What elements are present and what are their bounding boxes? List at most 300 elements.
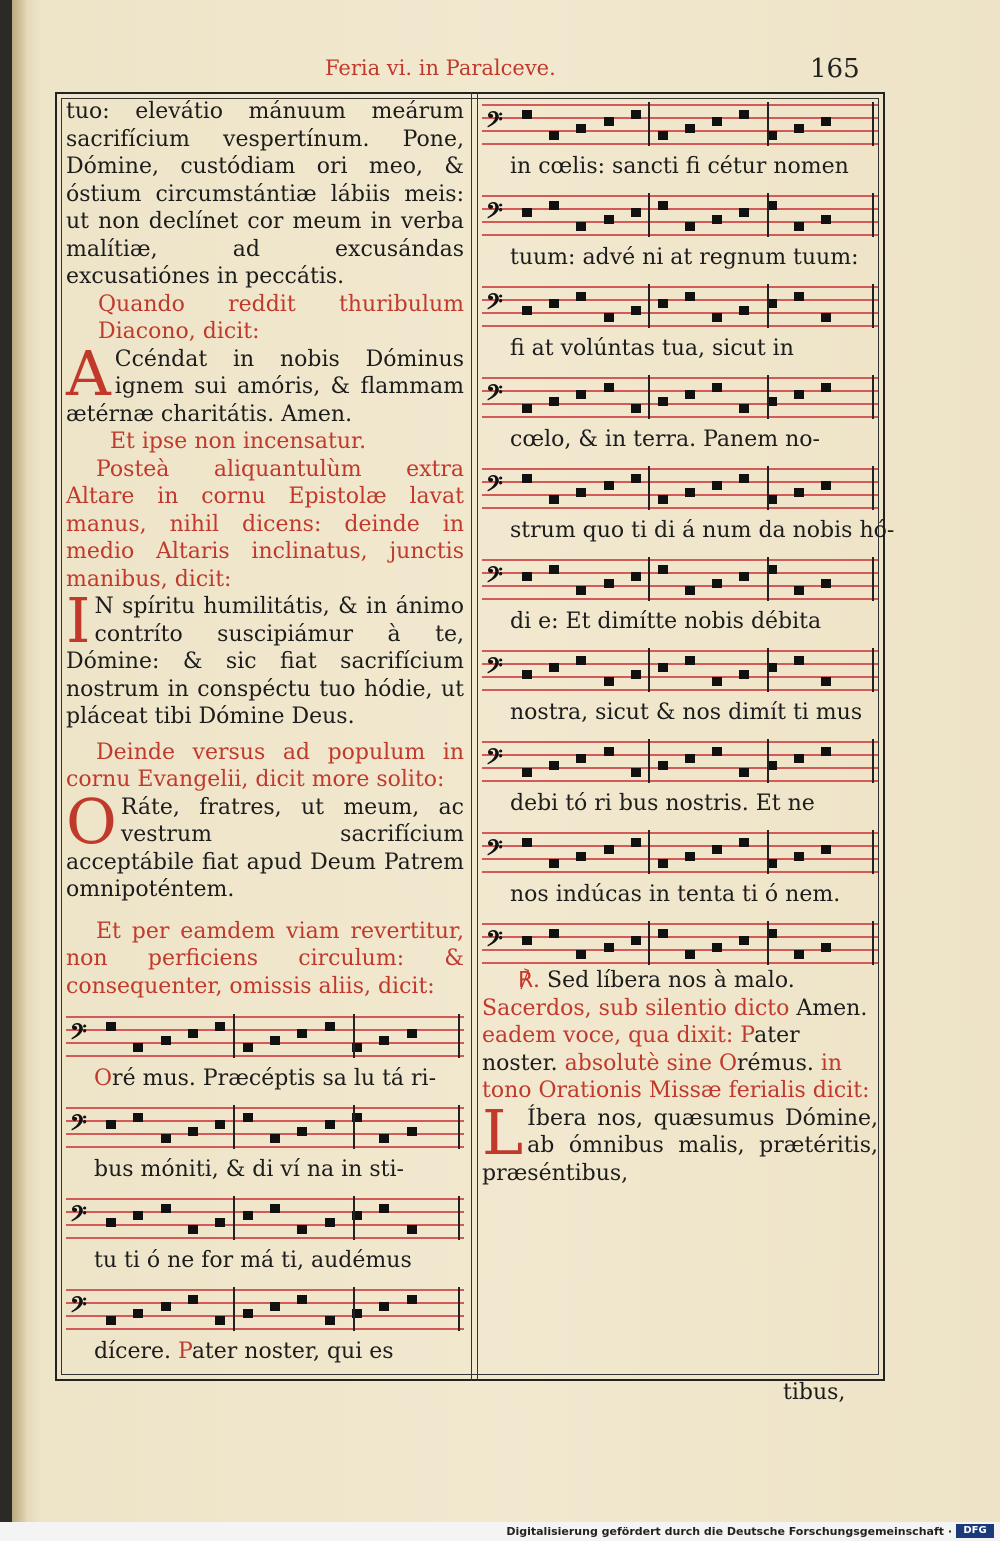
drop-capital: L — [482, 1095, 524, 1169]
staff-line — [66, 1042, 464, 1044]
neume-note — [658, 565, 668, 574]
neume-note — [794, 222, 804, 231]
neume-note — [549, 201, 559, 210]
staff-line — [482, 559, 878, 561]
neume-note — [133, 1211, 143, 1220]
neume-note — [106, 1316, 116, 1325]
neume-note — [522, 208, 532, 217]
neume-note — [739, 110, 749, 119]
rubric: Et ipse non incensatur. — [110, 429, 367, 454]
neume-note — [658, 397, 668, 406]
clef-icon: 𝄢 — [486, 472, 503, 502]
clef-icon: 𝄢 — [70, 1020, 87, 1050]
clef-icon: 𝄢 — [70, 1202, 87, 1232]
staff-line — [66, 1328, 464, 1330]
neume-note — [739, 838, 749, 847]
red-initial: P — [740, 1023, 755, 1048]
neume-note — [576, 586, 586, 595]
neume-note — [685, 852, 695, 861]
neume-note — [576, 754, 586, 763]
neume-note — [604, 943, 614, 952]
neume-note — [821, 747, 831, 756]
page-gutter — [12, 0, 26, 1522]
bar-line — [872, 739, 874, 783]
neume-note — [215, 1316, 225, 1325]
neume-note — [739, 208, 749, 217]
response-text: Sed líbera nos à malo. — [547, 968, 795, 993]
neume-note — [522, 306, 532, 315]
neume-note — [604, 313, 614, 322]
right-column — [482, 98, 895, 1187]
neume-note — [821, 215, 831, 224]
neume-note — [794, 656, 804, 665]
neume-note — [549, 761, 559, 770]
neume-note — [407, 1225, 417, 1234]
chant-lyric: debi tó ri bus nostris. Et ne — [510, 791, 815, 816]
chant-lyric: nostra, sicut & nos dimít ti mus — [510, 700, 863, 725]
neume-note — [631, 474, 641, 483]
staff-line — [482, 871, 878, 873]
neume-note — [712, 845, 722, 854]
bar-line — [872, 193, 874, 237]
staff-line — [482, 416, 878, 418]
staff-line — [66, 1302, 464, 1304]
column-divider — [471, 92, 478, 1381]
chant-staff — [66, 1196, 464, 1242]
response-sign: ℟. — [518, 968, 541, 993]
neume-note — [243, 1113, 253, 1122]
chant-lyric: tuum: advé ni at regnum tuum: — [510, 245, 859, 270]
neume-note — [243, 1309, 253, 1318]
neume-note — [631, 404, 641, 413]
prayer-in-spiritu — [66, 584, 464, 731]
staff-line — [482, 481, 878, 483]
bar-line — [872, 830, 874, 874]
neume-note — [712, 383, 722, 392]
lyric-text: ater noster, qui es — [191, 1339, 394, 1364]
bar-line — [767, 102, 769, 146]
neume-note — [215, 1218, 225, 1227]
neume-note — [658, 859, 668, 868]
bar-line — [767, 466, 769, 510]
neume-note — [379, 1134, 389, 1143]
bar-line — [648, 739, 650, 783]
staff-line — [482, 390, 878, 392]
neume-note — [379, 1204, 389, 1213]
neume-note — [712, 313, 722, 322]
rubric: in tono Orationis Missæ ferialis dicit: — [482, 1050, 870, 1103]
staff-line — [482, 754, 878, 756]
rubric: Quando reddit thuribulum Diacono, dicit: — [98, 291, 464, 344]
running-title: Feria vi. in Paralceve. — [325, 56, 556, 80]
chant-lyric: di e: Et dimítte nobis débita — [510, 609, 822, 634]
staff-line — [482, 377, 878, 379]
neume-note — [658, 929, 668, 938]
rubric: Sacerdos, sub silentio dicto — [482, 995, 790, 1021]
neume-note — [215, 1120, 225, 1129]
chant-lyric — [94, 1066, 464, 1091]
clef-icon: 𝄢 — [486, 563, 503, 593]
staff-line — [66, 1237, 464, 1239]
staff-line — [66, 1016, 464, 1018]
neume-note — [821, 117, 831, 126]
prayer-text: Ccéndat in nobis Dóminus ignem sui amóris, & flammam ætérnæ charitátis. Amen. — [66, 346, 464, 427]
bar-line — [767, 921, 769, 965]
neume-note — [215, 1022, 225, 1031]
staff-line — [66, 1315, 464, 1317]
red-initial: O — [718, 1050, 738, 1076]
chant-staff — [66, 1287, 464, 1333]
neume-note — [407, 1127, 417, 1136]
staff-line — [482, 741, 878, 743]
neume-note — [712, 747, 722, 756]
neume-note — [631, 208, 641, 217]
staff-line — [482, 676, 878, 678]
neume-note — [712, 677, 722, 686]
bar-line — [648, 466, 650, 510]
staff-line — [66, 1107, 464, 1109]
bar-line — [353, 1287, 355, 1331]
neume-note — [739, 768, 749, 777]
neume-note — [133, 1113, 143, 1122]
chant-staff — [66, 1105, 464, 1151]
neume-note — [794, 586, 804, 595]
staff-line — [482, 572, 878, 574]
chant-staff — [482, 102, 878, 148]
bar-line — [767, 739, 769, 783]
neume-note — [270, 1302, 280, 1311]
neume-note — [188, 1225, 198, 1234]
staff-line — [482, 286, 878, 288]
bar-line — [458, 1196, 460, 1240]
bar-line — [767, 830, 769, 874]
lyric-text: dícere. — [94, 1339, 178, 1364]
neume-note — [604, 481, 614, 490]
neume-note — [604, 747, 614, 756]
footer-credit: Digitalisierung gefördert durch die Deutsche Forschungsgemeinschaft · — [506, 1525, 952, 1538]
clef-icon: 𝄢 — [486, 108, 503, 138]
bar-line — [767, 557, 769, 601]
neume-note — [739, 936, 749, 945]
staff-line — [66, 1224, 464, 1226]
rubric: absolutè sine — [564, 1050, 712, 1076]
staff-line — [482, 780, 878, 782]
neume-note — [604, 383, 614, 392]
neume-note — [631, 110, 641, 119]
bar-line — [233, 1287, 235, 1331]
staff-line — [66, 1289, 464, 1291]
neume-note — [821, 383, 831, 392]
chant-lyric — [94, 1339, 464, 1364]
neume-note — [604, 677, 614, 686]
neume-note — [549, 131, 559, 140]
staff-line — [482, 299, 878, 301]
lyric-red-initial: O — [94, 1066, 113, 1091]
staff-line — [482, 195, 878, 197]
bar-line — [767, 375, 769, 419]
clef-icon: 𝄢 — [70, 1293, 87, 1323]
neume-note — [522, 404, 532, 413]
neume-note — [794, 124, 804, 133]
rubric-quote: rémus. — [737, 1050, 814, 1076]
neume-note — [522, 110, 532, 119]
bar-line — [648, 375, 650, 419]
chant-lyric: tu ti ó ne for má ti, audémus — [94, 1248, 412, 1273]
clef-icon: 𝄢 — [486, 654, 503, 684]
chant-staff — [482, 193, 878, 239]
neume-note — [631, 306, 641, 315]
clef-icon: 𝄢 — [70, 1111, 87, 1141]
staff-line — [482, 936, 878, 938]
neume-note — [161, 1302, 171, 1311]
neume-note — [576, 222, 586, 231]
neume-note — [297, 1127, 307, 1136]
bar-line — [872, 284, 874, 328]
neume-note — [739, 306, 749, 315]
bar-line — [353, 1196, 355, 1240]
neume-note — [549, 565, 559, 574]
rubric-quote: ater noster. — [482, 1023, 800, 1076]
neume-note — [794, 390, 804, 399]
staff-line — [482, 507, 878, 509]
bar-line — [458, 1014, 460, 1058]
bar-line — [872, 375, 874, 419]
staff-line — [482, 767, 878, 769]
page-number: 165 — [810, 54, 860, 84]
clef-icon: 𝄢 — [486, 927, 503, 957]
neume-note — [549, 929, 559, 938]
neume-note — [631, 838, 641, 847]
neume-note — [297, 1029, 307, 1038]
bar-line — [872, 102, 874, 146]
neume-note — [658, 663, 668, 672]
neume-note — [161, 1036, 171, 1045]
chant-lyric: fi at volúntas tua, sicut in — [510, 336, 794, 361]
neume-note — [325, 1218, 335, 1227]
bar-line — [872, 648, 874, 692]
neume-note — [133, 1309, 143, 1318]
prayer-orate-fratres — [66, 784, 464, 904]
clef-icon: 𝄢 — [486, 290, 503, 320]
neume-note — [133, 1043, 143, 1052]
neume-note — [821, 677, 831, 686]
staff-line — [482, 949, 878, 951]
neume-note — [631, 768, 641, 777]
neume-note — [658, 761, 668, 770]
bar-line — [767, 193, 769, 237]
neume-note — [794, 852, 804, 861]
staff-line — [482, 650, 878, 652]
lyric-text: ré mus. Præcéptis sa lu tá ri- — [112, 1066, 436, 1091]
bar-line — [648, 102, 650, 146]
neume-note — [821, 943, 831, 952]
neume-note — [685, 950, 695, 959]
staff-line — [482, 585, 878, 587]
neume-note — [685, 586, 695, 595]
staff-line — [482, 689, 878, 691]
clef-icon: 𝄢 — [486, 836, 503, 866]
neume-note — [243, 1043, 253, 1052]
neume-note — [106, 1022, 116, 1031]
neume-note — [522, 936, 532, 945]
neume-note — [658, 201, 668, 210]
neume-note — [685, 754, 695, 763]
neume-note — [522, 768, 532, 777]
staff-line — [66, 1211, 464, 1213]
neume-note — [739, 474, 749, 483]
neume-note — [325, 1316, 335, 1325]
neume-note — [576, 124, 586, 133]
neume-note — [821, 481, 831, 490]
neume-note — [712, 117, 722, 126]
chant-staff — [482, 557, 878, 603]
neume-note — [576, 292, 586, 301]
prayer-text: N spíritu humilitátis, & in ánimo contríto suscipiámur à te, Dómine: & sic fiat sacrifícium nostrum in conspéctu tuo hódie, ut pláceat tibi Dómine Deus. — [66, 594, 464, 729]
neume-note — [794, 754, 804, 763]
staff-line — [66, 1120, 464, 1122]
staff-line — [482, 468, 878, 470]
neume-note — [576, 656, 586, 665]
bar-line — [872, 466, 874, 510]
chant-staff — [482, 284, 878, 330]
lyric-red-initial: P — [177, 1339, 192, 1364]
neume-note — [379, 1036, 389, 1045]
neume-note — [549, 663, 559, 672]
neume-note — [297, 1295, 307, 1304]
neume-note — [685, 124, 695, 133]
bar-line — [872, 921, 874, 965]
neume-note — [712, 943, 722, 952]
neume-note — [549, 397, 559, 406]
staff-line — [66, 1198, 464, 1200]
response — [518, 967, 878, 995]
prayer-accendat — [66, 336, 464, 429]
neume-note — [576, 852, 586, 861]
neume-note — [658, 495, 668, 504]
neume-note — [658, 131, 668, 140]
prayer-text: tuo: elevátio mánuum meárum sacrifícium vespertínum. Pone, Dómine, custódiam ori meo, & óstium circumstántiæ lábiis meis: ut non declínet cor meum in verba malítiæ, ad excusándas excusatiónes in peccátis. — [66, 99, 464, 289]
chant-lyric: bus móniti, & di ví na in sti- — [94, 1157, 404, 1182]
neume-note — [522, 670, 532, 679]
bar-line — [458, 1287, 460, 1331]
neume-note — [685, 292, 695, 301]
neume-note — [604, 845, 614, 854]
bar-line — [648, 193, 650, 237]
neume-note — [604, 215, 614, 224]
neume-note — [297, 1225, 307, 1234]
neume-note — [685, 488, 695, 497]
neume-note — [794, 292, 804, 301]
neume-note — [325, 1022, 335, 1031]
neume-note — [106, 1218, 116, 1227]
chant-lyric: in cœlis: sancti fi cétur nomen — [510, 154, 849, 179]
left-column — [66, 98, 464, 1372]
staff-line — [482, 234, 878, 236]
staff-line — [482, 117, 878, 119]
neume-note — [739, 404, 749, 413]
chant-staff — [66, 1014, 464, 1060]
chant-staff — [482, 466, 878, 512]
dfg-logo: DFG — [956, 1524, 994, 1538]
staff-line — [482, 494, 878, 496]
staff-line — [482, 403, 878, 405]
bar-line — [767, 648, 769, 692]
staff-line — [66, 1133, 464, 1135]
neume-note — [522, 572, 532, 581]
bar-line — [233, 1196, 235, 1240]
chant-lyric: nos indúcas in tenta ti ó nem. — [510, 882, 841, 907]
neume-note — [685, 656, 695, 665]
staff-line — [66, 1146, 464, 1148]
staff-line — [482, 663, 878, 665]
prayer-text: Ráte, fratres, ut meum, ac vestrum sacrifícium acceptábile fiat apud Deum Patrem omnipoténtem. — [66, 794, 464, 902]
bar-line — [353, 1014, 355, 1058]
neume-note — [188, 1127, 198, 1136]
neume-note — [712, 215, 722, 224]
digitization-footer — [0, 1522, 1000, 1541]
neume-note — [188, 1029, 198, 1038]
rubric-block — [482, 995, 878, 1105]
neume-note — [270, 1134, 280, 1143]
neume-note — [407, 1295, 417, 1304]
catchword: tibus, — [783, 1380, 846, 1405]
neume-note — [604, 117, 614, 126]
bar-line — [648, 830, 650, 874]
neume-note — [106, 1120, 116, 1129]
neume-note — [161, 1204, 171, 1213]
neume-note — [576, 950, 586, 959]
bar-line — [648, 284, 650, 328]
bar-line — [648, 921, 650, 965]
neume-note — [576, 488, 586, 497]
neume-note — [794, 488, 804, 497]
staff-line — [66, 1029, 464, 1031]
rubric: eadem voce, qua dixit: — [482, 1023, 734, 1048]
bar-line — [233, 1105, 235, 1149]
neume-note — [712, 481, 722, 490]
staff-line — [482, 845, 878, 847]
bar-line — [648, 648, 650, 692]
neume-note — [794, 950, 804, 959]
staff-line — [482, 143, 878, 145]
neume-note — [576, 390, 586, 399]
neume-note — [685, 222, 695, 231]
staff-line — [482, 208, 878, 210]
neume-note — [522, 474, 532, 483]
neume-note — [739, 670, 749, 679]
staff-line — [66, 1055, 464, 1057]
bar-line — [767, 284, 769, 328]
rubric: Et per eamdem viam revertitur, non perficiens circulum: & consequenter, omissis aliis, dicit: — [66, 918, 464, 999]
chant-lyric: strum quo ti di á num da nobis hó- — [510, 518, 895, 543]
staff-line — [482, 312, 878, 314]
neume-note — [188, 1295, 198, 1304]
neume-note — [379, 1302, 389, 1311]
bar-line — [872, 557, 874, 601]
bar-line — [648, 557, 650, 601]
neume-note — [631, 572, 641, 581]
chant-staff — [482, 830, 878, 876]
staff-line — [482, 962, 878, 964]
bar-line — [458, 1105, 460, 1149]
prayer-libera-nos — [482, 1095, 878, 1188]
neume-note — [522, 838, 532, 847]
neume-note — [821, 313, 831, 322]
neume-note — [549, 495, 559, 504]
chant-staff — [482, 648, 878, 694]
drop-capital: O — [66, 784, 117, 858]
rubric-quote: Amen. — [796, 995, 868, 1021]
